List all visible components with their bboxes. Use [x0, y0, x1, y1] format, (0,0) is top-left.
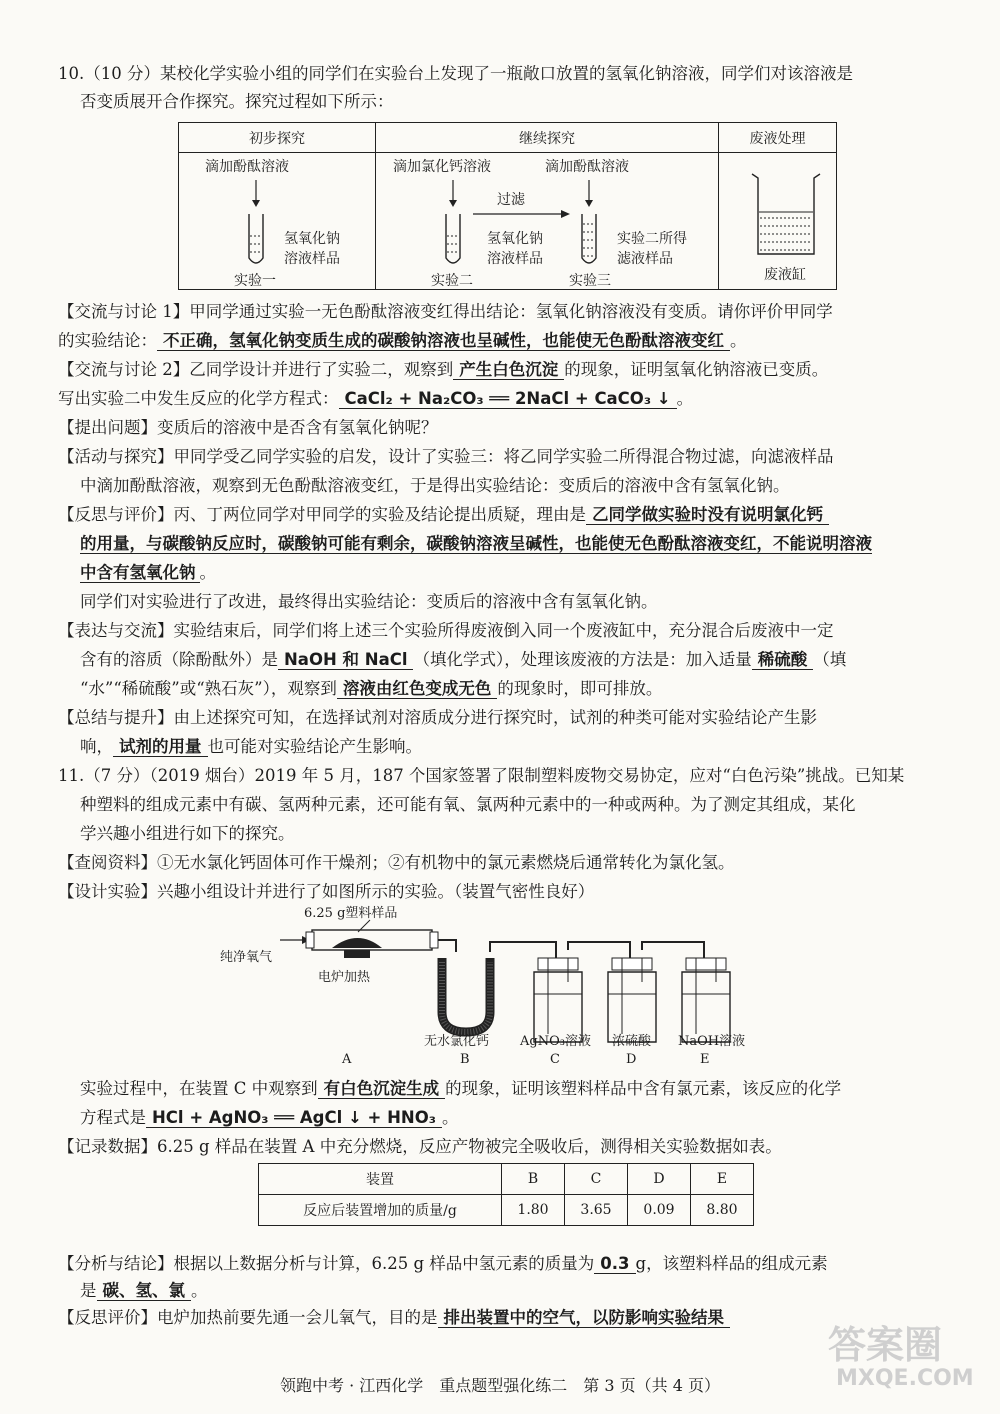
answer-hydrogen-mass: 0.3 — [594, 1254, 635, 1274]
test-tube-1-icon — [240, 180, 272, 270]
exp2-label: 实验二 — [431, 273, 473, 289]
q11-process-line-2: 方程式是 HCl + AgNO₃ ══ AgCl ↓ + HNO₃ 。 — [80, 1108, 459, 1127]
label-d: D — [626, 1052, 637, 1067]
header-device: 装置 — [259, 1164, 502, 1195]
header-e: E — [691, 1164, 754, 1195]
exp2-reagent: 滴加氯化钙溶液 — [393, 159, 491, 175]
answer-reflection-2: 的用量，与碳酸钠反应时，碳酸钠可能有剩余，碳酸钠溶液呈碱性，也能使无色酚酞溶液变红，不能说明溶液 — [80, 534, 872, 553]
label-c: C — [550, 1052, 560, 1067]
answer-evaluation: 排出装置中的空气，以防影响实验结果 — [438, 1308, 731, 1328]
answer-d2: 产生白色沉淀 — [453, 360, 564, 380]
q11-line-2: 种塑料的组成元素中有碳、氢两种元素，还可能有氧、氯两种元素中的一种或两种。为了测定其组成，某化 — [80, 795, 856, 814]
discussion-2-line-2: 写出实验二中发生反应的化学方程式： CaCl₂ + Na₂CO₃ ══ 2NaCl + CaCO₃ ↓ 。 — [58, 389, 694, 408]
answer-c-phenomenon: 有白色沉淀生成 — [318, 1079, 446, 1099]
waste-cell — [719, 153, 837, 290]
exp3-label: 实验三 — [569, 273, 611, 289]
answer-solutes: NaOH 和 NaCl — [278, 650, 413, 670]
sample-label: 6.25 g塑料样品 — [304, 906, 398, 921]
answer-d2-equation: CaCl₂ + Na₂CO₃ ══ 2NaCl + CaCO₃ ↓ — [339, 389, 677, 409]
header-continue: 继续探究 — [376, 123, 719, 153]
exp1-sample-b: 溶液样品 — [284, 251, 340, 267]
q11-evaluation: 【反思评价】电炉加热前要先通一会儿氧气，目的是 排出装置中的空气，以防影响实验结果 — [58, 1306, 730, 1330]
answer-d1: 不正确，氢氧化钠变质生成的碳酸钠溶液也呈碱性，也能使无色酚酞溶液变红 — [157, 331, 730, 351]
oxygen-label: 纯净氧气 — [220, 950, 273, 965]
experiment-table — [178, 122, 837, 290]
q11-line-1: 11.（7 分）（2019 烟台）2019 年 5 月，187 个国家签署了限制塑料废物交易协定，应对“白色污染”挑战。已知某 — [58, 766, 905, 785]
expression-line-2: 含有的溶质（除酚酞外）是 NaOH 和 NaCl （填化学式），处理该废液的方法是：加入适量 稀硫酸 （填 — [80, 650, 847, 669]
reflection-line-3: 中含有氢氧化钠 。 — [80, 563, 216, 582]
summary-line-1: 【总结与提升】由上述探究可知，在选择试剂对溶质成分进行探究时，试剂的种类可能对实验结论产生影 — [58, 708, 817, 727]
waste-tank-label: 废液缸 — [764, 267, 806, 283]
exp2-sample-b: 溶液样品 — [487, 251, 543, 267]
raise-question: 【提出问题】变质后的溶液中是否含有氢氧化钠呢？ — [58, 418, 438, 437]
summary-line-2: 响， 试剂的用量 也可能对实验结论产生影响。 — [80, 737, 422, 756]
furnace-label: 电炉加热 — [318, 970, 371, 985]
exp3-sample-a: 实验二所得 — [617, 231, 687, 247]
table-row — [259, 1164, 754, 1195]
answer-elements: 碳、氢、氯 — [97, 1281, 192, 1301]
data-table — [258, 1163, 754, 1226]
label-a: A — [342, 1052, 352, 1067]
reflection-line-2 — [80, 532, 872, 556]
value-b: 1.80 — [502, 1195, 565, 1226]
exp1-label: 实验一 — [234, 273, 276, 289]
header-b: B — [502, 1164, 565, 1195]
test-tube-2-icon — [437, 180, 469, 270]
value-c: 3.65 — [565, 1195, 628, 1226]
q11-line-3: 学兴趣小组进行如下的探究。 — [80, 824, 295, 843]
q11-process-line-1: 实验过程中，在装置 C 中观察到 有白色沉淀生成 的现象，证明该塑料样品中含有氯元素，该反应的化学 — [80, 1079, 842, 1098]
q11-reference-info: 【查阅资料】①无水氯化钙固体可作干燥剂；②有机物中的氯元素燃烧后通常转化为氯化氢。 — [58, 853, 735, 872]
answer-reagent: 稀硫酸 — [752, 650, 814, 670]
header-waste: 废液处理 — [719, 123, 837, 153]
answer-c-equation: HCl + AgNO₃ ══ AgCl ↓ + HNO₃ — [146, 1108, 442, 1128]
expression-line-3: “水”“稀硫酸”或“熟石灰”），观察到 溶液由红色变成无色 的现象时，即可排放。 — [80, 679, 663, 698]
improvement-line: 同学们对实验进行了改进，最终得出实验结论：变质后的溶液中含有氢氧化钠。 — [80, 592, 658, 611]
filter-arrow-icon — [473, 208, 571, 220]
discussion-1-line-2: 的实验结论： 不正确，氢氧化钠变质生成的碳酸钠溶液也呈碱性，也能使无色酚酞溶液变红 。 — [58, 331, 747, 350]
exp3-reagent: 滴加酚酞溶液 — [545, 159, 629, 175]
label-e: E — [700, 1052, 710, 1067]
exp3-sample-b: 滤液样品 — [617, 251, 673, 267]
answer-reflection-3: 中含有氢氧化钠 — [80, 563, 200, 583]
exp1-cell — [179, 153, 376, 290]
header-d: D — [628, 1164, 691, 1195]
e-reagent-label: NaOH溶液 — [678, 1034, 746, 1049]
filter-label: 过滤 — [497, 192, 525, 208]
waste-beaker-icon — [750, 170, 822, 258]
activity-line-1: 【活动与探究】甲同学受乙同学实验的启发，设计了实验三：将乙同学实验二所得混合物过滤，向滤液样品 — [58, 447, 834, 466]
q10-line-1: 10.（10 分）某校化学实验小组的同学们在实验台上发现了一瓶敞口放置的氢氧化钠溶液，同学们对该溶液是 — [58, 64, 853, 83]
answer-phenomenon: 溶液由红色变成无色 — [337, 679, 498, 699]
discussion-2-line-1: 【交流与讨论 2】乙同学设计并进行了实验二，观察到 产生白色沉淀 的现象，证明氢氧化钠溶液已变质。 — [58, 360, 829, 379]
header-c: C — [565, 1164, 628, 1195]
watermark-logo: 答案圈 — [828, 1323, 943, 1367]
d-reagent-label: 浓硫酸 — [612, 1034, 652, 1049]
q11-analysis-line-2: 是 碳、氢、氯 。 — [80, 1281, 208, 1300]
exp2-sample-a: 氢氧化钠 — [487, 231, 543, 247]
label-b: B — [460, 1052, 470, 1067]
discussion-1-line-1: 【交流与讨论 1】甲同学通过实验一无色酚酞溶液变红得出结论：氢氧化钠溶液没有变质。请你评价甲同学 — [58, 302, 833, 321]
row-label: 反应后装置增加的质量/g — [259, 1195, 502, 1226]
q11-design: 【设计实验】兴趣小组设计并进行了如图所示的实验。（装置气密性良好） — [58, 882, 595, 901]
c-reagent-label: AgNO₃溶液 — [520, 1034, 591, 1049]
answer-summary: 试剂的用量 — [113, 737, 208, 757]
exp1-reagent: 滴加酚酞溶液 — [205, 159, 289, 175]
apparatus-diagram — [220, 902, 780, 1070]
expression-line-1: 【表达与交流】实验结束后，同学们将上述三个实验所得废液倒入同一个废液缸中，充分混合后废液中一定 — [58, 621, 834, 640]
table-row — [259, 1195, 754, 1226]
exp1-sample-a: 氢氧化钠 — [284, 231, 340, 247]
q11-record: 【记录数据】6.25 g 样品在装置 A 中充分燃烧，反应产物被完全吸收后，测得相关实验数据如表。 — [58, 1137, 782, 1156]
page-footer: 领跑中考 · 江西化学 重点题型强化练二 第 3 页（共 4 页） — [280, 1376, 720, 1395]
test-tube-3-icon — [573, 180, 605, 270]
value-d: 0.09 — [628, 1195, 691, 1226]
reflection-line-1: 【反思与评价】丙、丁两位同学对甲同学的实验及结论提出质疑，理由是 乙同学做实验时没有说明氯化钙 — [58, 503, 829, 527]
header-initial: 初步探究 — [179, 123, 376, 153]
watermark-url: MXQE.COM — [836, 1366, 974, 1391]
answer-reflection-1: 乙同学做实验时没有说明氯化钙 — [586, 505, 829, 525]
activity-line-2: 中滴加酚酞溶液，观察到无色酚酞溶液变红，于是得出实验结论：变质后的溶液中含有氢氧化钠。 — [80, 476, 790, 495]
value-e: 8.80 — [691, 1195, 754, 1226]
b-reagent-label: 无水氯化钙 — [424, 1034, 490, 1049]
q11-analysis-line-1: 【分析与结论】根据以上数据分析与计算，6.25 g 样品中氢元素的质量为 0.3 g，该塑料样品的组成元素 — [58, 1254, 828, 1273]
exp23-cell — [376, 153, 719, 290]
q10-line-2: 否变质展开合作探究。探究过程如下所示： — [80, 92, 394, 111]
